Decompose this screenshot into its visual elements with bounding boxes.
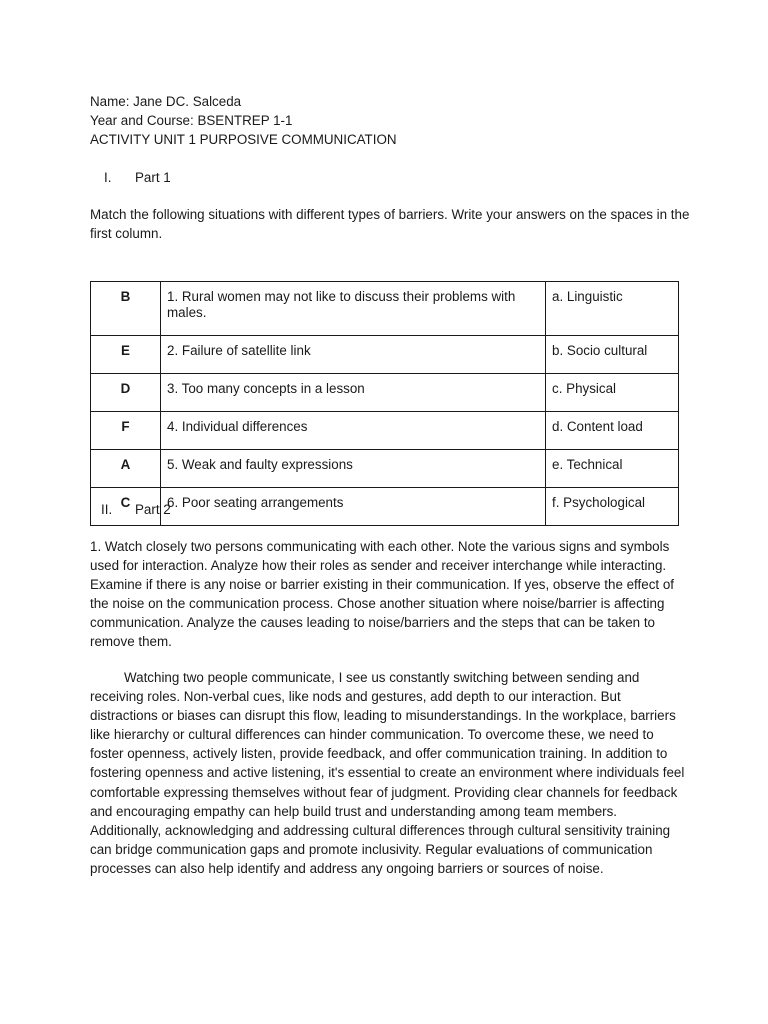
answer-cell: D [91,374,161,412]
situation-cell: 4. Individual differences [161,412,546,450]
answer-cell: C [91,488,161,526]
answer-cell: B [91,282,161,336]
part1-numeral: I. [104,170,112,185]
situation-cell: 3. Too many concepts in a lesson [161,374,546,412]
barrier-cell: f. Psychological [546,488,679,526]
part2-numeral: II. [101,502,113,517]
situation-cell: 2. Failure of satellite link [161,336,546,374]
answer-cell: E [91,336,161,374]
activity-title: ACTIVITY UNIT 1 PURPOSIVE COMMUNICATION [90,132,397,147]
table-row [91,282,679,336]
matching-table [90,281,679,526]
barrier-cell: d. Content load [546,412,679,450]
year-and-course: Year and Course: BSENTREP 1-1 [90,113,293,128]
answer-cell: F [91,412,161,450]
table-row [91,450,679,488]
table-row [91,374,679,412]
barrier-cell: c. Physical [546,374,679,412]
situation-cell: 1. Rural women may not like to discuss their problems with males. [161,282,546,336]
table-row [91,336,679,374]
student-name: Name: Jane DC. Salceda [90,94,242,109]
answer-cell: A [91,450,161,488]
part1-instructions: Match the following situations with different types of barriers. Write your answers on the spaces in the first column. [90,207,690,242]
part1-heading: Part 1 [135,170,171,185]
barrier-cell: e. Technical [546,450,679,488]
table-row [91,412,679,450]
barrier-cell: b. Socio cultural [546,336,679,374]
part2-heading: Part 2 [135,502,171,517]
situation-cell: 6. Poor seating arrangements [161,488,546,526]
part2-answer: Watching two people communicate, I see us constantly switching between sending and receiving roles. Non-verbal cues, like nods and gestures, add depth to our interaction. But distractions or biases can disrupt this flow, leading to misunderstandings. In the workplace, barriers like hierarchy or cultural differences can hinder communication. To overcome these, we need to foster openness, actively listen, provide feedback, and offer communication training. In addition to fostering openness and active listening, it's essential to create an environment where individuals feel comfortable expressing themselves without fear of judgment. Providing clear channels for feedback and encouraging empathy can help build trust and understanding among team members. Additionally, acknowledging and addressing cultural differences through cultural sensitivity training can bridge communication gaps and promote inclusivity. Regular evaluations of communication processes can also help identify and address any ongoing barriers or sources of noise. [90,670,685,876]
part2-question: 1. Watch closely two persons communicating with each other. Note the various signs and symbols used for interaction. Analyze how their roles as sender and receiver interchange while interacting. Examine if there is any noise or barrier existing in their communication. If yes, observe the effect of the noise on the communication process. Chose another situation where noise/barrier is affecting communication. Analyze the causes leading to noise/barriers and the steps that can be taken to remove them. [90,539,675,650]
situation-cell: 5. Weak and faulty expressions [161,450,546,488]
table-row [91,488,679,526]
barrier-cell: a. Linguistic [546,282,679,336]
